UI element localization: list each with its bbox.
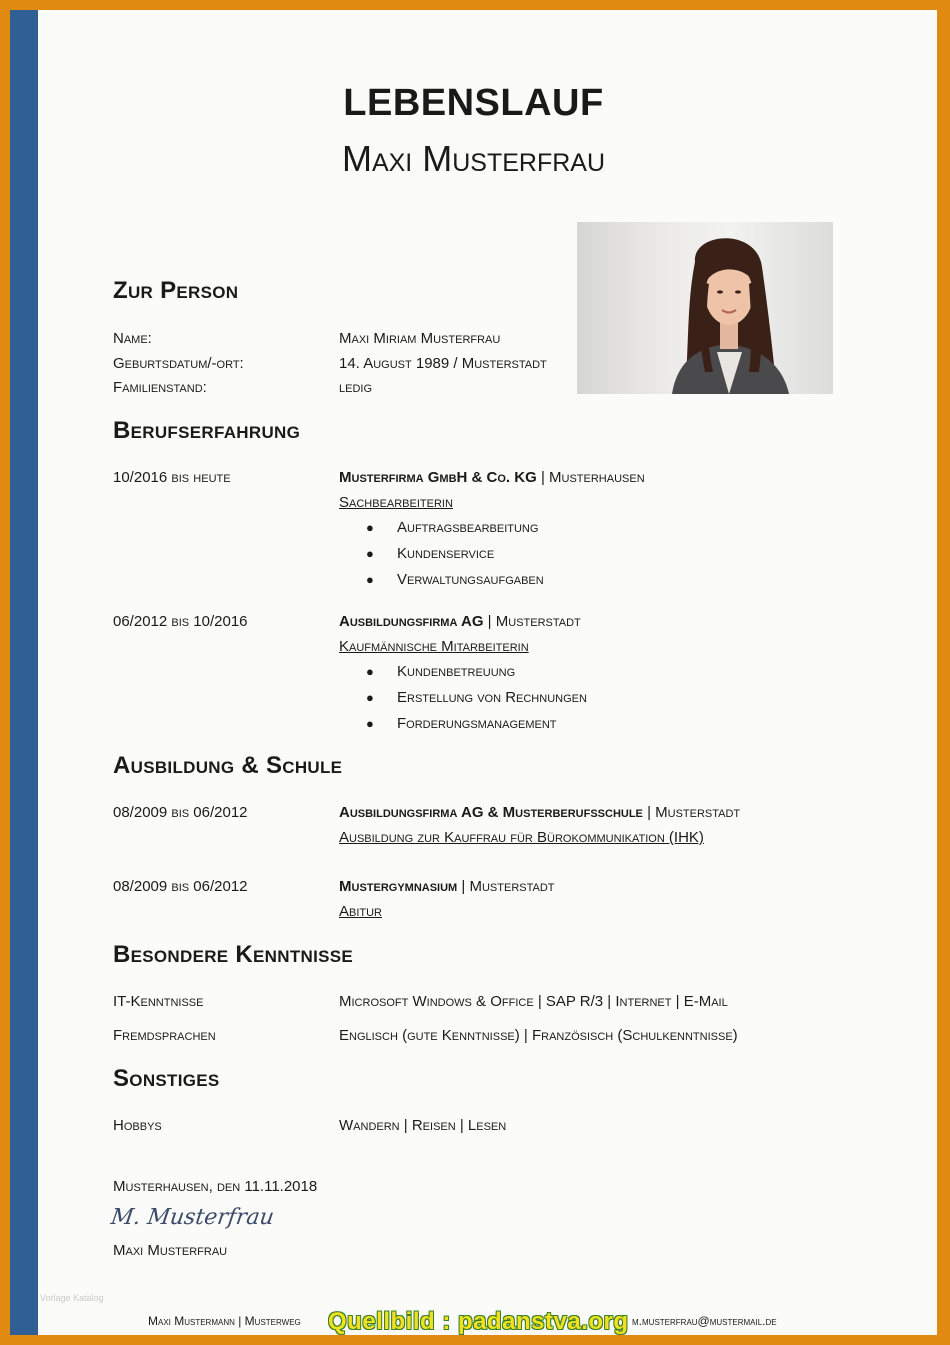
value-hobbies: Wandern | Reisen | Lesen: [339, 1117, 507, 1134]
value-marital-status: ledig: [339, 379, 373, 396]
separator: |: [487, 613, 492, 630]
bullet-icon: ●: [366, 572, 374, 587]
employer-name: Ausbildungsfirma AG: [339, 613, 484, 630]
bullet-icon: ●: [366, 520, 374, 535]
section-heading-education: Ausbildung & Schule: [113, 752, 343, 779]
label-languages: Fremdsprachen: [113, 1027, 216, 1044]
place-and-date: Musterhausen, den 11.11.2018: [113, 1178, 318, 1195]
employer-name: Musterfirma GmbH & Co. KG: [339, 469, 537, 486]
section-heading-person: Zur Person: [113, 277, 239, 304]
portrait-photo: [577, 222, 833, 394]
institution-location: Musterstadt: [469, 878, 555, 895]
education-institution-line-1: [339, 804, 740, 821]
education-institution-line-2: [339, 878, 555, 895]
bullet-icon: ●: [366, 716, 374, 731]
separator: |: [461, 878, 466, 895]
document-title: LEBENSLAUF: [343, 82, 604, 124]
task-item: Verwaltungsaufgaben: [397, 571, 544, 588]
label-hobbies: Hobbys: [113, 1117, 162, 1134]
footer-left: Maxi Mustermann | Musterweg: [148, 1314, 301, 1328]
bullet-icon: ●: [366, 546, 374, 561]
person-name-heading: Maxi Musterfrau: [341, 138, 606, 179]
employer-location: Musterstadt: [495, 613, 581, 630]
value-languages: Englisch (gute Kenntnisse) | Französisch (Schulkenntnisse): [339, 1027, 738, 1044]
institution-name: Mustergymnasium: [339, 878, 458, 895]
task-item: Kundenbetreuung: [397, 663, 516, 680]
education-period-1: 08/2009 bis 06/2012: [113, 804, 248, 821]
task-item: Kundenservice: [397, 545, 495, 562]
job-title-1: Sachbearbeiterin: [339, 494, 453, 511]
experience-employer-line-2: [339, 613, 581, 630]
handwritten-signature: M. Musterfrau: [109, 1205, 276, 1230]
value-birth: 14. August 1989 / Musterstadt: [339, 355, 547, 372]
employer-location: Musterhausen: [549, 469, 645, 486]
experience-period-2: 06/2012 bis 10/2016: [113, 613, 248, 630]
section-heading-misc: Sonstiges: [113, 1065, 220, 1092]
institution-location: Musterstadt: [655, 804, 741, 821]
signature-name: Maxi Musterfrau: [113, 1242, 228, 1259]
value-name: Maxi Miriam Musterfrau: [339, 330, 501, 347]
experience-employer-line-1: [339, 469, 645, 486]
education-degree-1: Ausbildung zur Kauffrau für Bürokommunikation (IHK): [339, 829, 704, 846]
task-item: Forderungsmanagement: [397, 715, 557, 732]
label-marital-status: Familienstand:: [113, 379, 207, 396]
separator: |: [647, 804, 651, 821]
value-it-skills: Microsoft Windows & Office | SAP R/3 | Internet | E-Mail: [339, 993, 728, 1010]
footer-email: m.musterfrau@mustermail.de: [632, 1314, 777, 1328]
side-accent-bar: [10, 10, 38, 1335]
source-watermark: Quellbild : padanstva.org: [328, 1308, 629, 1335]
job-title-2: Kaufmännische Mitarbeiterin: [339, 638, 529, 655]
education-degree-2: Abitur: [339, 903, 383, 920]
bullet-icon: ●: [366, 664, 374, 679]
section-heading-skills: Besondere Kenntnisse: [113, 941, 354, 968]
resume-page: [10, 10, 937, 1335]
label-it-skills: IT-Kenntnisse: [113, 993, 204, 1010]
institution-name: Ausbildungsfirma AG & Musterberufsschule: [339, 804, 643, 821]
experience-period-1: 10/2016 bis heute: [113, 469, 231, 486]
bullet-icon: ●: [366, 690, 374, 705]
label-birth: Geburtsdatum/-ort:: [113, 355, 244, 372]
separator: |: [540, 469, 545, 486]
section-heading-experience: Berufserfahrung: [113, 417, 301, 444]
education-period-2: 08/2009 bis 06/2012: [113, 878, 248, 895]
label-name: Name:: [113, 330, 152, 347]
task-item: Erstellung von Rechnungen: [397, 689, 587, 706]
faint-template-label: Vorlage Katalog: [40, 1293, 104, 1303]
task-item: Auftragsbearbeitung: [397, 519, 539, 536]
